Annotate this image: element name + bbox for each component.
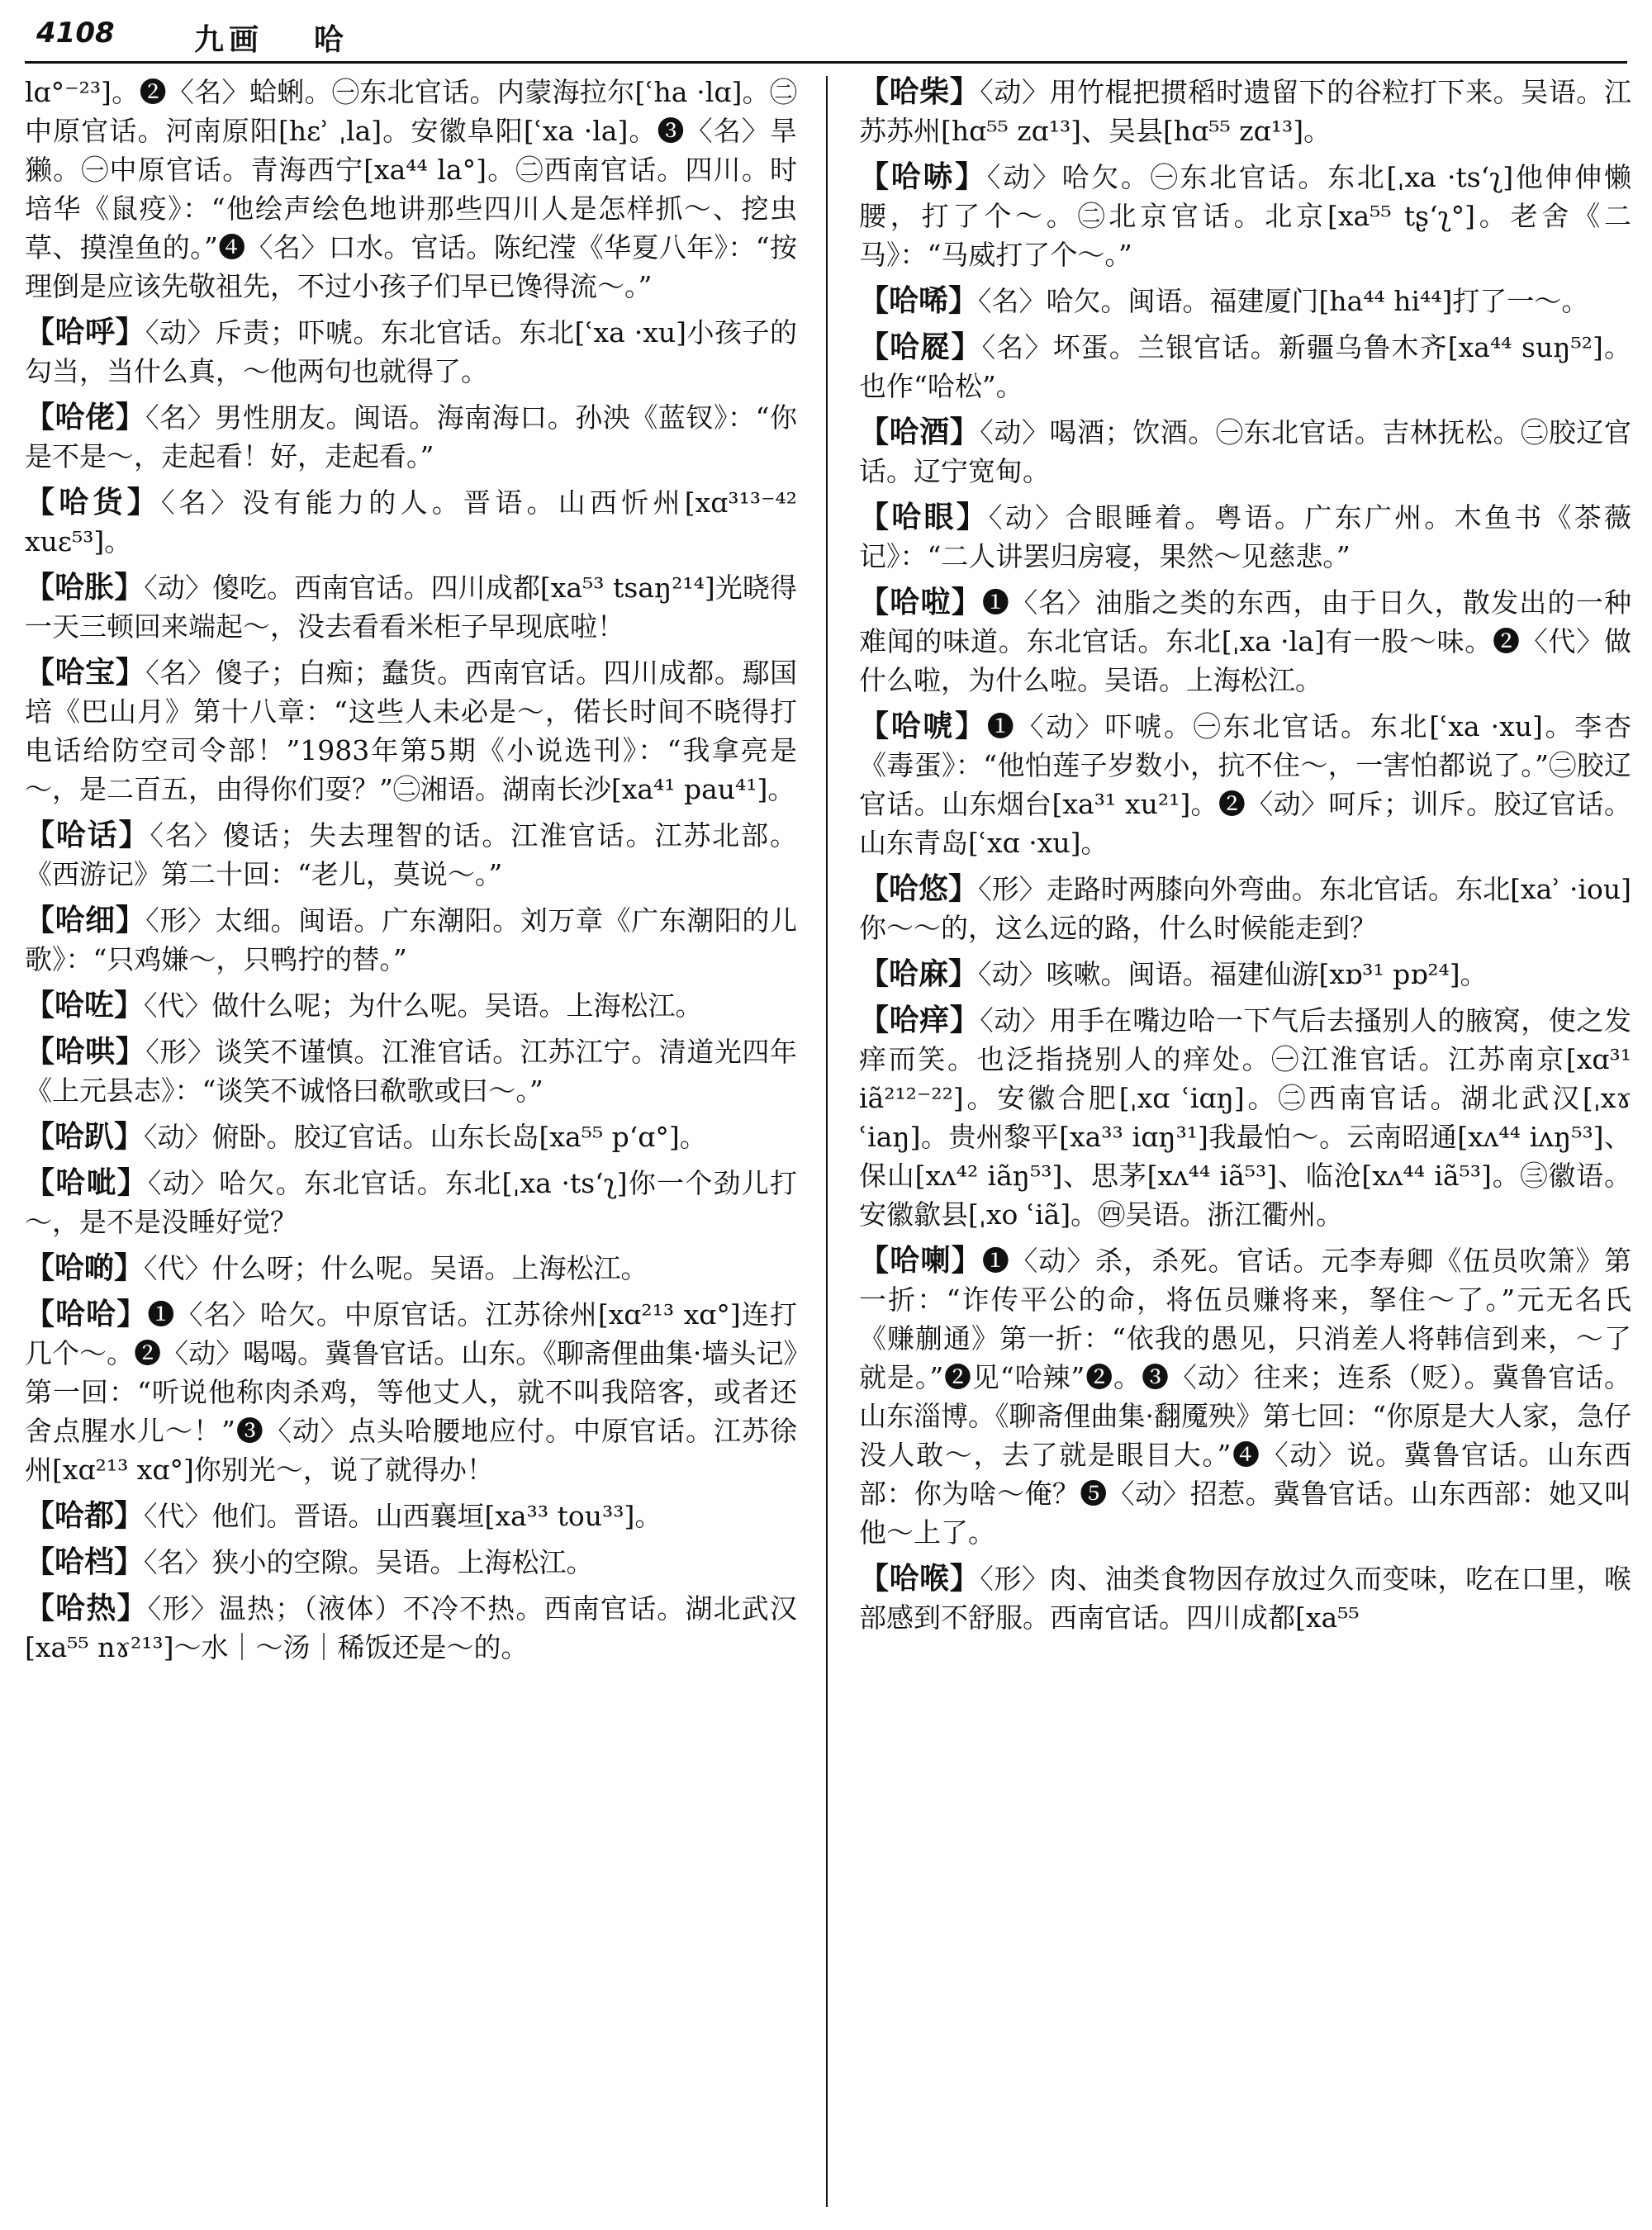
entry-definition: ❶〈名〉油脂之类的东西，由于日久，散发出的一种难闻的味道。东北官话。东北[ˌxa ·la]有一股～味。❷〈代〉做什么啦，为什么啦。吴语。上海松江。 [859, 586, 1631, 696]
dictionary-entry [859, 328, 1631, 406]
dictionary-entry [859, 413, 1631, 491]
entry-definition: 〈动〉合眼睡着。粤语。广东广州。木鱼书《茶薇记》：“二人讲罢归房寝，果然～见慈悲。” [859, 501, 1631, 572]
dictionary-entry [859, 955, 1631, 994]
entry-headword: 【哈㞞】 [859, 330, 982, 364]
entry-definition: 〈形〉走路时两膝向外弯曲。东北官话。东北[xaʾ ·iou]你～～的，这么远的路，什么时候能走到？ [859, 873, 1631, 944]
dictionary-entry [25, 816, 797, 894]
dictionary-entry [859, 707, 1631, 862]
entry-definition: 〈动〉咳嗽。闽语。福建仙游[xɒ³¹ pɒ²⁴]。 [978, 958, 1488, 990]
entry-headword: 【哈啦】 [859, 585, 982, 619]
entry-definition: 〈动〉哈欠。㊀东北官话。东北[ˌxa ·tsʻʅ]他伸伸懒腰，打了个～。㊁北京官话。北京[xa⁵⁵ tʂʻʅ°]。老舍《二马》：“马威打了个～。” [859, 161, 1631, 271]
entry-definition: 〈名〉哈欠。闽语。福建厦门[ha⁴⁴ hi⁴⁴]打了一～。 [978, 285, 1589, 317]
dictionary-entry [25, 1295, 797, 1489]
entry-headword: 【哈咗】 [25, 988, 145, 1022]
entry-headword: 【哈唬】 [859, 709, 987, 743]
entry-definition: 〈名〉傻话；失去理智的话。江淮官话。江苏北部。《西游记》第二十回：“老儿，莫说～。” [25, 819, 797, 890]
entry-definition: 〈代〉做什么呢；为什么呢。吴语。上海松江。 [144, 989, 703, 1022]
continued-entry-text: lɑ°⁻²³]。❷〈名〉蛤蜊。㊀东北官话。内蒙海拉尔[ʿha ·lɑ]。㊁中原官话。河南原阳[hɛʾ ˌla]。安徽阜阳[ʿxa ·la]。❸〈名〉旱獭。㊀中原官话。青海西宁[xa⁴⁴ la°]。㊁西南官话。四川。时培华《鼠疫》：“他绘声绘色地讲那些四川人是怎样抓～、挖虫草、摸湟鱼的。”❹〈名〉口水。官话。陈纪滢《华夏八年》：“按理倒是应该先敬祖先，不过小孩子们早已馋得流～。” [25, 76, 797, 302]
dictionary-entry [25, 483, 797, 561]
dictionary-entry [859, 498, 1631, 576]
entry-headword: 【哈痒】 [859, 1003, 980, 1037]
entry-definition: 〈名〉狭小的空隙。吴语。上海松江。 [144, 1546, 594, 1578]
entry-definition: ❶〈动〉吓唬。㊀东北官话。东北[ʿxa ·xu]。李杏《毒蛋》：“他怕莲子岁数小，抗不住～，一害怕都说了。”㊁胶辽官话。山东烟台[xa³¹ xu²¹]。❷〈动〉呵斥；训斥。胶辽官话。山东青岛[ʿxɑ ·xu]。 [859, 710, 1631, 859]
dictionary-entry [859, 1001, 1631, 1234]
dictionary-entry [25, 986, 797, 1025]
head-character: 哈 [314, 22, 344, 57]
dictionary-entry [859, 870, 1631, 947]
entry-definition: 〈名〉坏蛋。兰银官话。新疆乌鲁木齐[xa⁴⁴ suŋ⁵²]。也作“哈松”。 [859, 331, 1631, 402]
stroke-count-label: 九画 [194, 22, 264, 57]
right-column [859, 73, 1631, 2220]
entry-headword: 【哈悠】 [859, 871, 979, 906]
entry-headword: 【哈热】 [25, 1591, 148, 1625]
page-number: 4108 [36, 17, 115, 50]
entry-definition: 〈名〉傻子；白痴；蠢货。西南官话。四川成都。鄢国培《巴山月》第十八章：“这些人未必是～，偌长时间不晓得打电话给防空司令部！”1983年第5期《小说选刊》：“我拿亮是～，是二百五，由得你们耍？”㊁湘语。湖南长沙[xa⁴¹ pau⁴¹]。 [25, 657, 797, 805]
entry-headword: 【哈唏】 [859, 283, 979, 318]
dictionary-entry [859, 282, 1631, 320]
entry-headword: 【哈哧】 [859, 159, 987, 194]
entry-definition: 〈动〉用竹棍把掼稻时遗留下的谷粒打下来。吴语。江苏苏州[hɑ⁵⁵ zɑ¹³]、吴县[hɑ⁵⁵ zɑ¹³]。 [859, 76, 1631, 147]
entry-headword: 【哈喇】 [859, 1243, 982, 1278]
entry-definition: 〈形〉温热；（液体）不冷不热。西南官话。湖北武汉[xa⁵⁵ nɤ²¹³]～水｜～汤｜稀饭还是～的。 [25, 1592, 797, 1663]
entry-definition: 〈动〉喝酒；饮酒。㊀东北官话。吉林抚松。㊁胶辽官话。辽宁宽甸。 [859, 416, 1631, 487]
entry-headword: 【哈麻】 [859, 956, 979, 991]
dictionary-entry [25, 1032, 797, 1110]
entry-headword: 【哈酒】 [859, 415, 980, 449]
dictionary-entry [25, 1249, 797, 1288]
dictionary-entry [859, 1241, 1631, 1552]
entry-headword: 【哈啲】 [25, 1250, 145, 1285]
entry-definition: 〈动〉傻吃。西南官话。四川成都[xa⁵³ tsaŋ²¹⁴]光晓得一天三顿回来端起～，没去看看米柜子早现底啦！ [25, 572, 797, 643]
left-column [25, 73, 797, 2220]
dictionary-entry [25, 901, 797, 979]
entry-headword: 【哈呼】 [25, 315, 145, 349]
dictionary-entry [25, 1589, 797, 1667]
dictionary-entry [859, 158, 1631, 274]
left-entry-list [25, 313, 797, 1667]
entry-headword: 【哈哄】 [25, 1034, 146, 1069]
entry-definition: 〈动〉哈欠。东北官话。东北[ˌxa ·tsʻʅ]你一个劲儿打～，是不是没睡好觉？ [25, 1167, 797, 1238]
dictionary-entry [25, 568, 797, 646]
dictionary-entry [25, 1117, 797, 1156]
entry-headword: 【哈哈】 [25, 1297, 148, 1331]
entry-headword: 【哈胀】 [25, 570, 145, 605]
dictionary-entry [25, 1497, 797, 1535]
entry-definition: 〈动〉斥责；吓唬。东北官话。东北[ʿxa ·xu]小孩子的勾当，当什么真，～他两句也就得了。 [25, 316, 797, 387]
entry-headword: 【哈呲】 [25, 1165, 148, 1200]
dictionary-entry [859, 583, 1631, 700]
entry-definition: 〈名〉男性朋友。闽语。海南海口。孙泱《蓝钗》：“你是不是～，走起看！好，走起看。” [25, 401, 797, 472]
entry-headword: 【哈货】 [25, 485, 162, 520]
entry-definition: 〈名〉没有能力的人。晋语。山西忻州[xɑ³¹³⁻⁴² xuɛ⁵³]。 [25, 486, 797, 558]
entry-headword: 【哈喉】 [859, 1561, 980, 1596]
dictionary-entry [25, 1543, 797, 1582]
column-divider [826, 76, 828, 2207]
entry-definition: 〈代〉他们。晋语。山西襄垣[xa³³ tou³³]。 [144, 1500, 662, 1532]
entry-headword: 【哈细】 [25, 903, 146, 937]
entry-headword: 【哈宝】 [25, 655, 146, 690]
page-header [25, 12, 1627, 64]
dictionary-entry [25, 653, 797, 809]
entry-headword: 【哈趴】 [25, 1119, 145, 1154]
dictionary-entry [25, 1164, 797, 1241]
dictionary-entry [859, 1559, 1631, 1637]
entry-headword: 【哈档】 [25, 1544, 145, 1579]
dictionary-entry [859, 73, 1631, 150]
dictionary-entry [25, 398, 797, 476]
entry-headword: 【哈眼】 [859, 500, 990, 534]
entry-headword: 【哈话】 [25, 818, 150, 852]
entry-definition: 〈动〉用手在嘴边哈一下气后去搔别人的腋窝，使之发痒而笑。也泛指挠别人的痒处。㊀江淮官话。江苏南京[xɑ³¹ iã²¹²⁻²²]。安徽合肥[ˌxɑ ʿiɑŋ]。㊁西南官话。湖北武汉[ˌxɤ ʿiaŋ]。贵州黎平[xa³³ iɑŋ³¹]我最怕～。云南昭通[xʌ⁴⁴ iʌŋ⁵³]、保山[xʌ⁴² iãŋ⁵³]、思茅[xʌ⁴⁴ iã⁵³]、临沧[xʌ⁴⁴ iã⁵³]。㊂徽语。安徽歙县[ˌxo ʿiã]。㊃吴语。浙江衢州。 [859, 1004, 1631, 1231]
entry-headword: 【哈柴】 [859, 74, 980, 109]
entry-definition: ❶〈动〉杀，杀死。官话。元李寿卿《伍员吹箫》第一折：“诈传平公的命，将伍员赚将来，拏住～了。”元无名氏《赚蒯通》第一折：“依我的愚见，只消差人将韩信到来，～了就是。”❷见“哈辣”❷。❸〈动〉往来；连系（贬）。冀鲁官话。山东淄博。《聊斋俚曲集·翻魇殃》第七回：“你原是大人家，急仔没人敢～，去了就是眼目大。”❹〈动〉说。冀鲁官话。山东西部：你为啥～俺？❺〈动〉招惹。冀鲁官话。山东西部：她又叫他～上了。 [859, 1245, 1631, 1549]
entry-definition: ❶〈名〉哈欠。中原官话。江苏徐州[xɑ²¹³ xɑ°]连打几个～。❷〈动〉喝喝。冀鲁官话。山东。《聊斋俚曲集·墙头记》第一回：“听说他称肉杀鸡，等他丈人，就不叫我陪客，或者还舍点腥水儿～！”❸〈动〉点头哈腰地应付。中原官话。江苏徐州[xɑ²¹³ xɑ°]你别光～，说了就得办！ [25, 1298, 797, 1486]
entry-definition: 〈动〉俯卧。胶辽官话。山东长岛[xa⁵⁵ pʻɑ°]。 [144, 1121, 707, 1153]
entry-definition: 〈形〉太细。闽语。广东潮阳。刘万章《广东潮阳的儿歌》：“只鸡嫌～，只鸭拧的替。” [25, 904, 797, 975]
right-entry-list [859, 73, 1631, 1637]
entry-definition: 〈形〉肉、油类食物因存放过久而变味，吃在口里，喉部感到不舒服。西南官话。四川成都[xa⁵⁵ [859, 1563, 1631, 1634]
entry-definition: 〈代〉什么呀；什么呢。吴语。上海松江。 [144, 1252, 648, 1284]
entry-headword: 【哈佬】 [25, 400, 146, 434]
entry-definition: 〈形〉谈笑不谨慎。江淮官话。江苏江宁。清道光四年《上元县志》：“谈笑不诚恪曰欷歌或曰～。” [25, 1036, 797, 1107]
dictionary-entry [25, 313, 797, 391]
entry-headword: 【哈都】 [25, 1498, 145, 1533]
